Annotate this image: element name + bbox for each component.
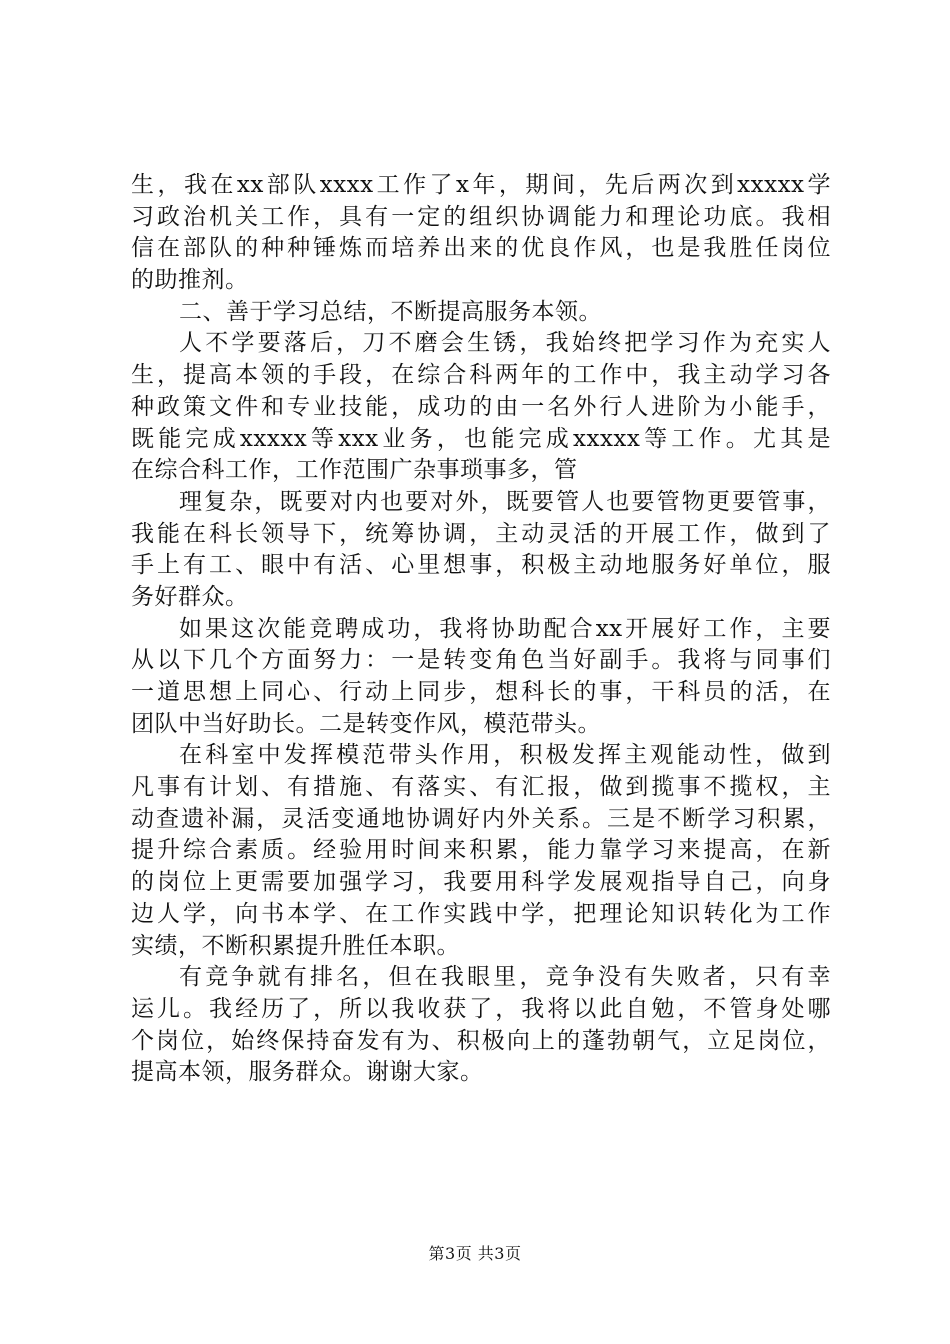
paragraph-line: 边人学，向书本学、在工作实践中学，把理论知识转化为工作 [131,900,831,927]
paragraph-line: 理复杂，既要对内也要对外，既要管人也要管物更要管事， [179,488,831,515]
paragraph [131,740,831,962]
paragraph-line: 手上有工、眼中有活、心里想事，积极主动地服务好单位，服 [131,552,831,579]
paragraph-line: 种政策文件和专业技能，成功的由一名外行人进阶为小能手， [131,393,831,420]
paragraph-line: 生，提高本领的手段，在综合科两年的工作中，我主动学习各 [131,362,831,389]
paragraph [131,328,831,486]
paragraph-line: 动查遗补漏，灵活变通地协调好内外关系。三是不断学习积累， [131,805,831,832]
document-body [131,170,831,1089]
paragraph-line: 团队中当好助长。二是转变作风，模范带头。 [131,710,601,737]
paragraph-line: 实绩，不断积累提升胜任本职。 [131,932,460,959]
paragraph-line: 提升综合素质。经验用时间来积累，能力靠学习来提高，在新 [131,837,831,864]
paragraph-line: 的助推剂。 [131,267,249,294]
paragraph-line: 人不学要落后，刀不磨会生锈，我始终把学习作为充实人 [179,330,831,357]
page-footer: 第3页 共3页 [428,1244,522,1263]
paragraph-line: 既能完成xxxxx等xxx业务，也能完成xxxxx等工作。尤其是 [131,425,831,452]
paragraph [131,170,831,297]
paragraph-line: 我能在科长领导下，统筹协调，主动灵活的开展工作，做到了 [131,520,831,547]
paragraph [131,614,831,741]
paragraph-line: 从以下几个方面努力：一是转变角色当好副手。我将与同事们 [131,647,831,674]
paragraph-line: 个岗位，始终保持奋发有为、积极向上的蓬勃朝气，立足岗位， [131,1027,831,1054]
paragraph-line: 运儿。我经历了，所以我收获了，我将以此自勉，不管身处哪 [131,995,831,1022]
paragraph-line: 的岗位上更需要加强学习，我要用科学发展观指导自己，向身 [131,869,831,896]
paragraph-line: 一道思想上同心、行动上同步，想科长的事，干科员的活，在 [131,679,831,705]
paragraph-line: 有竞争就有排名，但在我眼里，竞争没有失败者，只有幸 [179,964,831,991]
paragraph-line: 提高本领，服务群众。谢谢大家。 [131,1059,484,1086]
paragraph-line: 如果这次能竞聘成功，我将协助配合xx开展好工作，主要 [179,615,831,642]
paragraph-line: 在科室中发挥模范带头作用，积极发挥主观能动性，做到 [179,742,831,769]
paragraph-line: 凡事有计划、有措施、有落实、有汇报，做到揽事不揽权，主 [131,774,831,801]
paragraph-line: 在综合科工作，工作范围广杂事琐事多，管 [131,457,578,484]
paragraph [131,487,831,614]
paragraph [131,297,831,329]
paragraph-line: 习政治机关工作，具有一定的组织协调能力和理论功底。我相 [131,203,831,230]
paragraph-line: 信在部队的种种锤炼而培养出来的优良作风，也是我胜任岗位 [131,235,831,262]
paragraph-line: 务好群众。 [131,583,249,610]
paragraph-line: 二、善于学习总结，不断提高服务本领。 [179,298,602,325]
paragraph-line: 生，我在xx部队xxxx工作了x年，期间，先后两次到xxxxx学 [131,172,831,198]
paragraph [131,962,831,1089]
